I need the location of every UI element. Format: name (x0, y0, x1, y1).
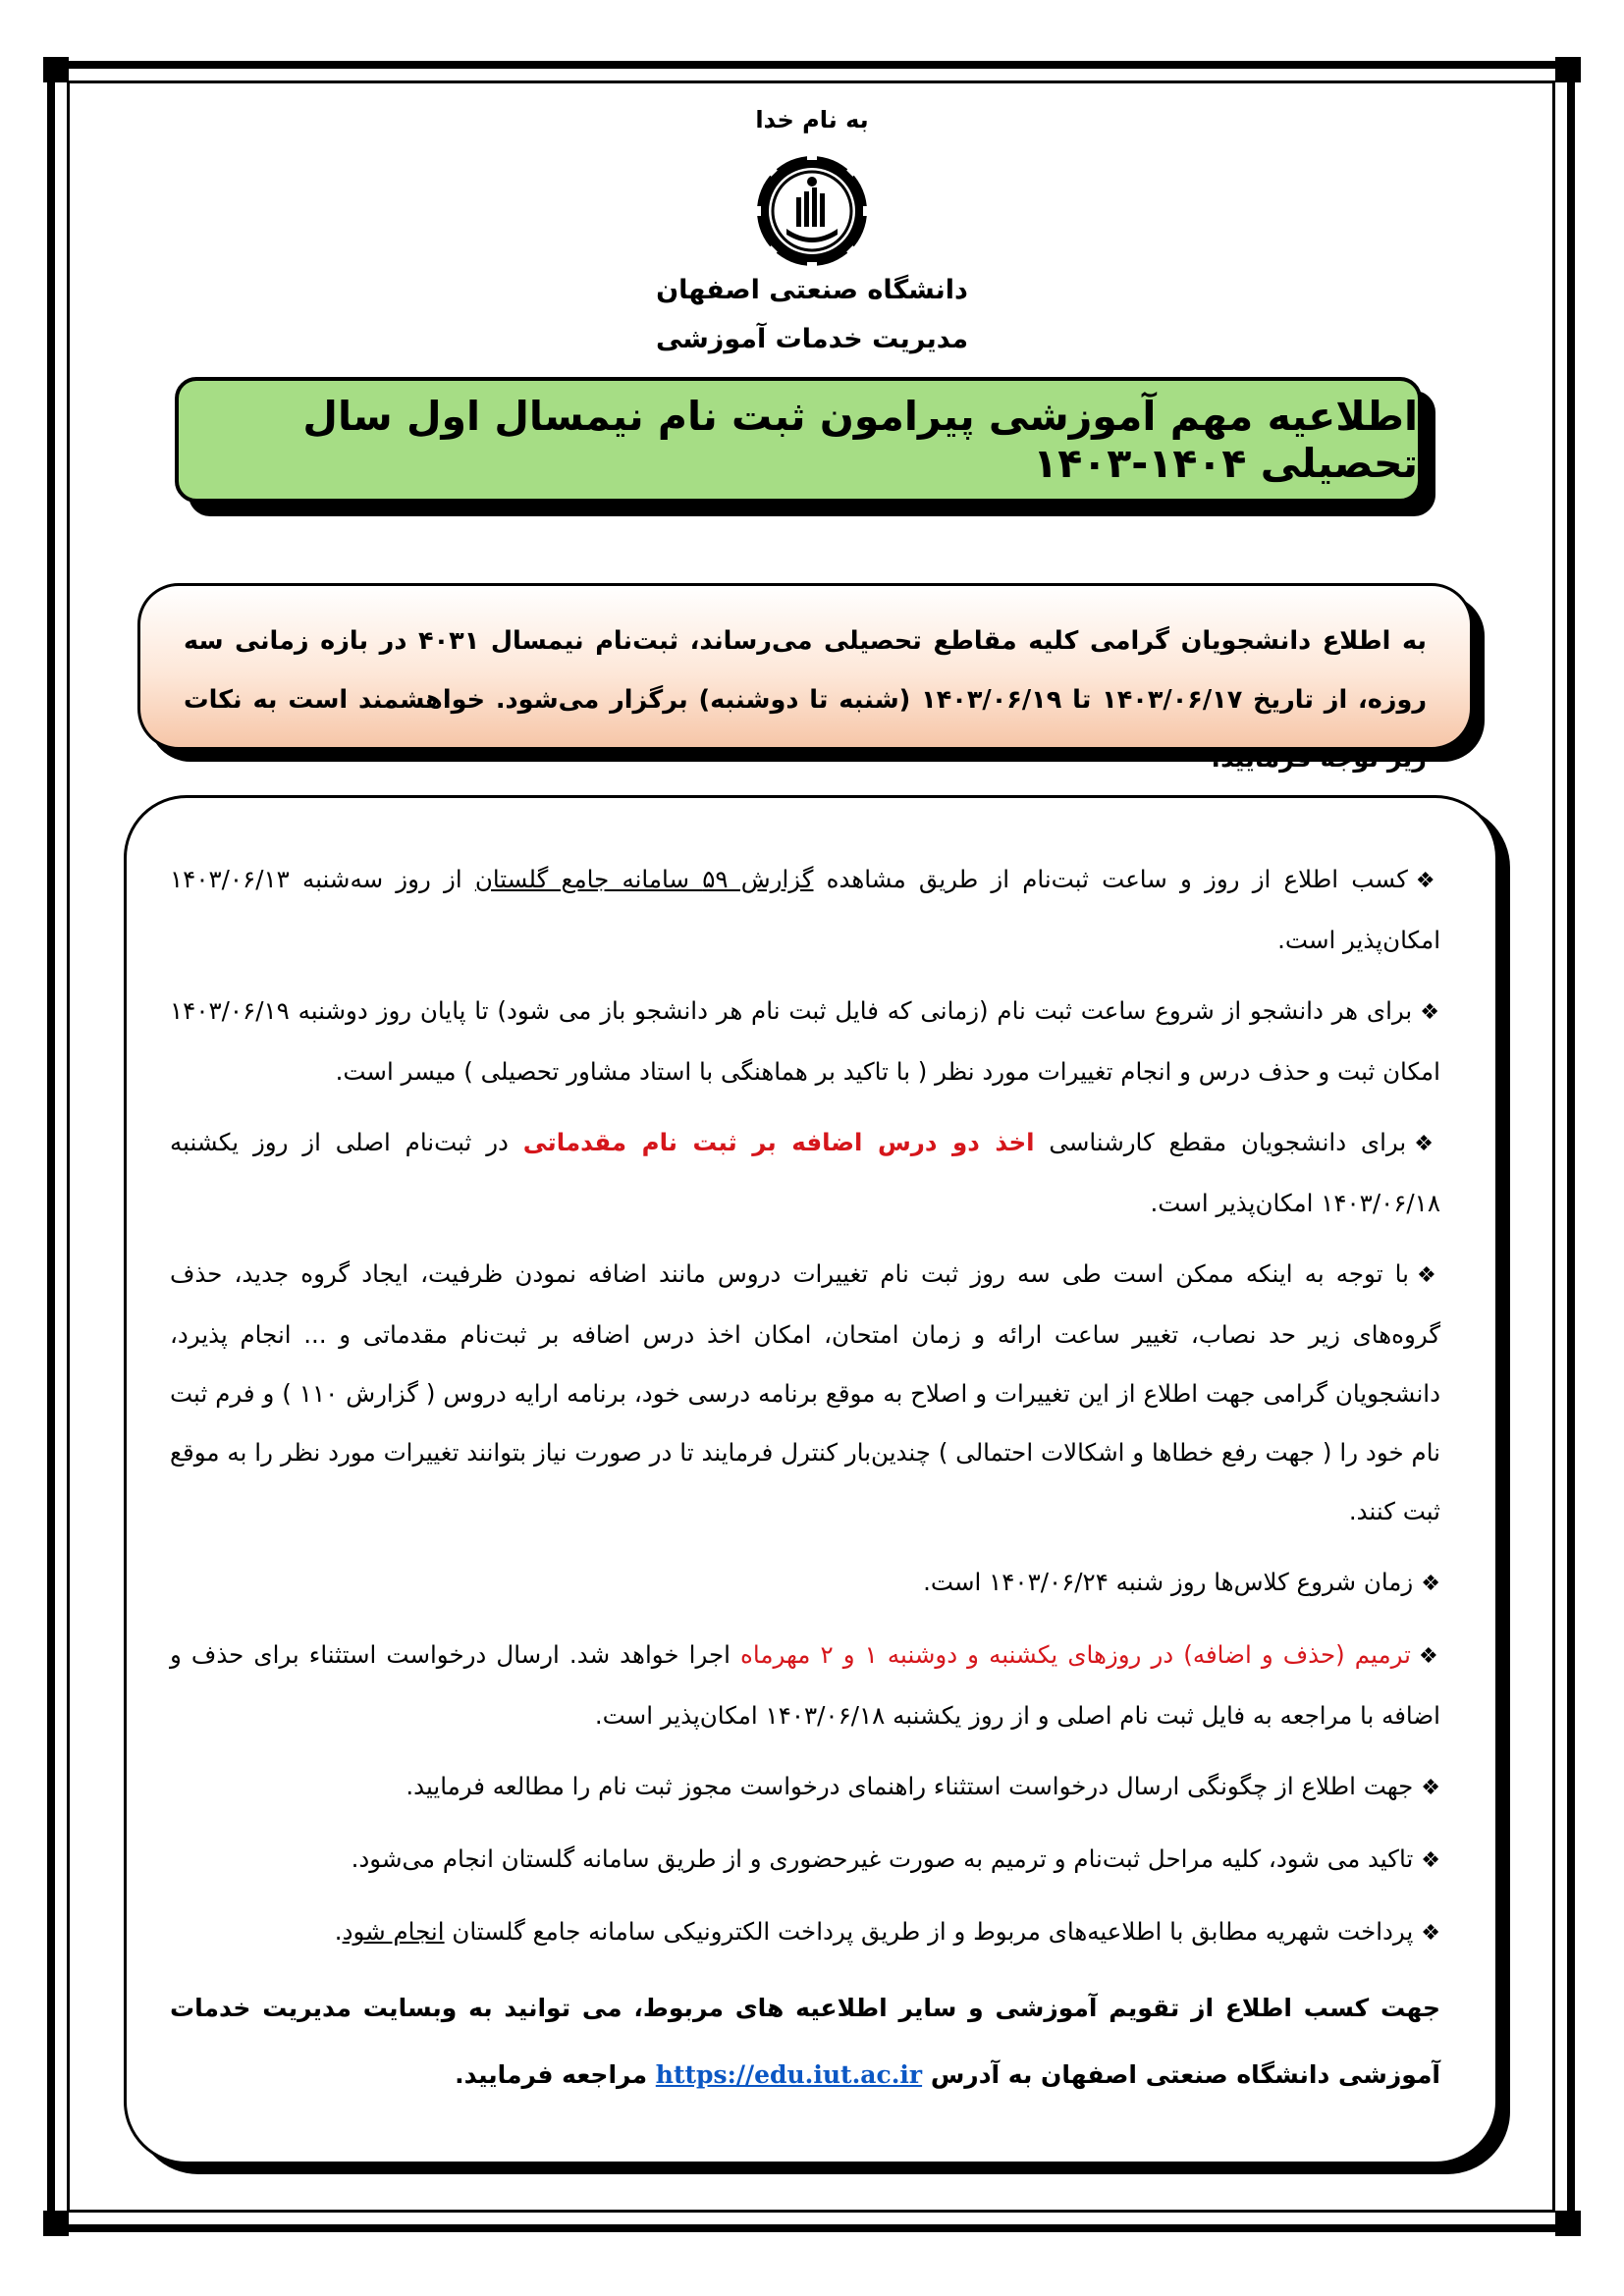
bullet-icon: ❖ (1416, 1263, 1440, 1288)
list-item (170, 1553, 1440, 1614)
bullet-icon: ❖ (1421, 1848, 1440, 1873)
list-item (170, 1626, 1440, 1745)
bullet-icon: ❖ (1421, 1776, 1440, 1800)
item-text: برای هر دانشجو از شروع ساعت ثبت نام (زمانی که فایل ثبت نام هر دانشجو باز می شود) تا پایان روز دوشنبه ۱۴۰۳/۰۶/۱۹ امکان ثبت و حذف درس و انجام تغییرات مورد نظر ( با تاکید بر هماهنگی با استاد مشاور تحصیلی ) میسر است. (170, 996, 1440, 1086)
content-box (124, 795, 1498, 2164)
list-item (170, 1902, 1440, 1963)
list-item (170, 1830, 1440, 1891)
list-item (170, 1757, 1440, 1818)
bismillah: به نام خدا (755, 106, 869, 133)
title-box (175, 377, 1422, 503)
bullet-icon: ❖ (1418, 1644, 1440, 1669)
item-highlight-text: ترمیم (حذف و اضافه) در روزهای یکشنبه و دوشنبه ۱ و ۲ مهرماه (740, 1640, 1411, 1669)
item-underlined-text: گزارش ۵۹ سامانه جامع گلستان (474, 865, 814, 893)
border-corner (1555, 2211, 1581, 2236)
page-title: اطلاعیه مهم آموزشی پیرامون ثبت نام نیمسال اول سال تحصیلی ۱۴۰۴-۱۴۰۳ (302, 393, 1418, 487)
department-name: مدیریت خدمات آموزشی (655, 324, 969, 354)
list-item (170, 982, 1440, 1101)
website-link[interactable]: https://edu.iut.ac.ir (655, 2060, 923, 2089)
closing-text: جهت کسب اطلاع از تقویم آموزشی و سایر اطلاعیه های مربوط، می توانید به وبسایت مدیریت خدمات آموزشی دانشگاه صنعتی اصفهان به آدرس (170, 1994, 1440, 2089)
border-corner (1555, 57, 1581, 82)
bullet-icon: ❖ (1420, 1000, 1440, 1025)
university-logo-icon (753, 152, 871, 270)
item-text: تاکید می شود، کلیه مراحل ثبت‌نام و ترمیم به صورت غیرحضوری و از طریق سامانه گلستان انجام می‌شود. (351, 1844, 1414, 1873)
item-text: برای دانشجویان مقطع کارشناسی (1034, 1128, 1407, 1156)
bullet-icon: ❖ (1415, 869, 1441, 893)
bullet-icon: ❖ (1414, 1132, 1440, 1156)
item-text: پرداخت شهریه مطابق با اطلاعیه‌های مربوط و از طریق پرداخت الکترونیکی سامانه جامع گلستان (444, 1917, 1414, 1946)
item-text: کسب اطلاع از روز و ساعت ثبت‌نام از طریق مشاهده (813, 865, 1408, 893)
bullet-icon: ❖ (1421, 1921, 1440, 1946)
list-item (170, 1113, 1440, 1233)
item-text: زمان شروع کلاس‌ها روز شنبه ۱۴۰۳/۰۶/۲۴ است. (923, 1568, 1414, 1596)
university-name: دانشگاه صنعتی اصفهان (656, 275, 968, 305)
list-item (170, 1245, 1440, 1541)
item-text: اجرا خواهد شد. ارسال درخواست استثناء برای حذف و اضافه با مراجعه به فایل ثبت نام اصلی و از روز یکشنبه ۱۴۰۳/۰۶/۱۸ امکان‌پذیر است. (170, 1640, 1440, 1730)
item-text: در ثبت‌نام اصلی از روز یکشنبه ۱۴۰۳/۰۶/۱۸ امکان‌پذیر است. (170, 1128, 1440, 1217)
item-text: از روز سه‌شنبه ۱۴۰۳/۰۶/۱۳ امکان‌پذیر است. (170, 865, 1440, 954)
item-text: با توجه به اینکه ممکن است طی سه روز ثبت نام تغییرات دروس مانند اضافه نمودن ظرفیت، ایجاد گروه جدید، حذف گروه‌های زیر حد نصاب، تغییر ساعت ارائه و زمان امتحان، امکان اخذ درس اضافه بر ثبت‌نام مقدماتی و ... انجام پذیرد، دانشجویان گرامی جهت اطلاع از این تغییرات و اصلاح به موقع برنامه درسی خود، برنامه ارایه دروس ( گزارش ۱۱۰ ) و فرم ثبت نام خود را ( جهت رفع خطاها و اشکالات احتمالی ) چندین‌بار کنترل فرمایند تا در صورت نیاز بتوانند تغییرات مورد نظر را به موقع ثبت کنند. (170, 1259, 1440, 1525)
closing-paragraph (170, 1975, 1440, 2109)
item-text: جهت اطلاع از چگونگی ارسال درخواست استثناء راهنمای درخواست مجوز ثبت نام را مطالعه فرمایید. (406, 1772, 1414, 1800)
notice-box: به اطلاع دانشجویان گرامی کلیه مقاطع تحصیلی می‌رساند، ثبت‌نام نیمسال ۴۰۳۱ در بازه زمانی سه روزه، از تاریخ ۱۴۰۳/۰۶/۱۷ تا ۱۴۰۳/۰۶/۱۹ (شنبه تا دوشنبه) برگزار می‌شود. خواهشمند است به نکات زیر توجه فرمایید. (137, 583, 1473, 750)
item-underlined-text: انجام شود (342, 1917, 445, 1946)
item-highlight-text: اخذ دو درس اضافه بر ثبت نام مقدماتی (522, 1128, 1035, 1156)
list-item (170, 850, 1440, 970)
border-corner (43, 2211, 69, 2236)
item-text: . (334, 1917, 343, 1946)
border-corner (43, 57, 69, 82)
closing-suffix: مراجعه فرمایید. (455, 2060, 648, 2089)
bullet-icon: ❖ (1421, 1572, 1440, 1596)
